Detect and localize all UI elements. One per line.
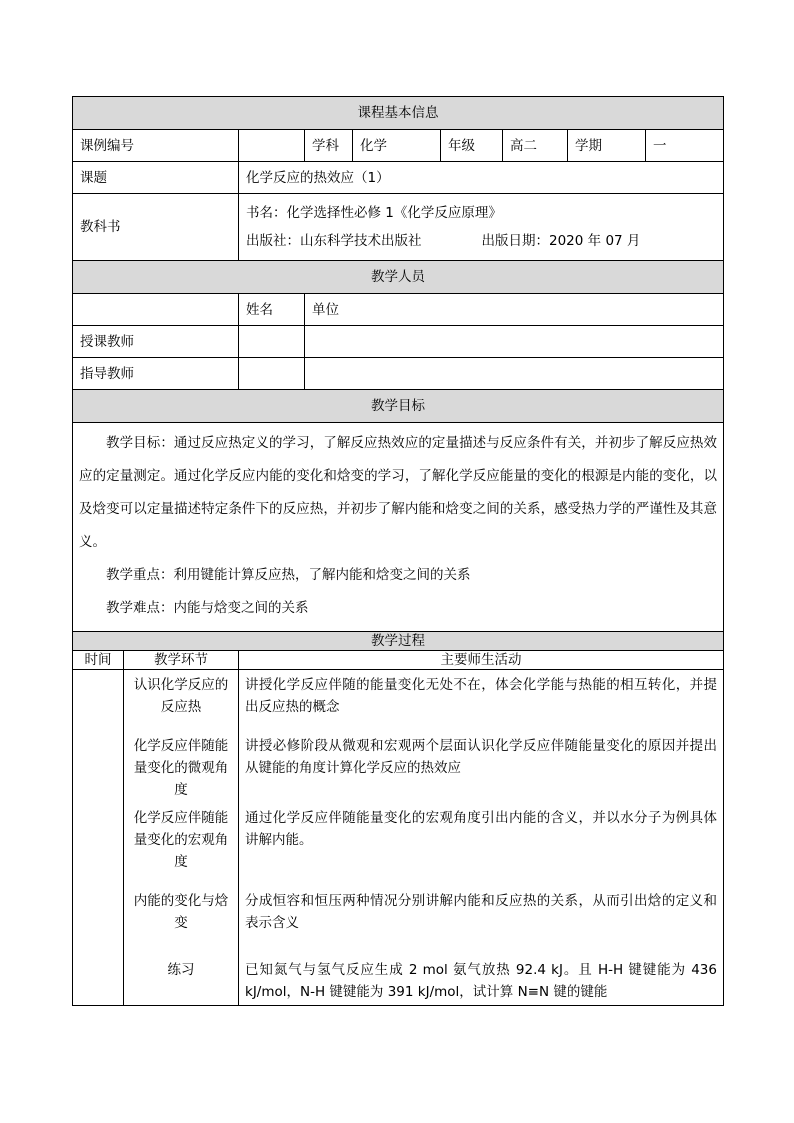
- staff-name: [239, 358, 305, 390]
- semester-value: 一: [646, 130, 724, 162]
- process-activity: 讲授必修阶段从微观和宏观两个层面认识化学反应伴随能量变化的原因并提出从键能的角度计算化学反应的热效应: [239, 731, 724, 803]
- lesson-plan-document: [72, 96, 723, 1006]
- publisher: 出版社：山东科学技术出版社: [246, 233, 422, 249]
- process-step: 练习: [124, 955, 239, 1006]
- col-step-header: 教学环节: [124, 651, 239, 670]
- case-number-label: 课例编号: [73, 130, 239, 162]
- process-row: [73, 955, 724, 1006]
- objectives-key-point: 教学重点：利用键能计算反应热，了解内能和焓变之间的关系: [106, 567, 471, 583]
- col-time-header: 时间: [73, 651, 124, 670]
- staff-row: [73, 358, 724, 390]
- staff-row: [73, 326, 724, 358]
- basic-info-table: [72, 96, 724, 632]
- case-number-value: [239, 130, 305, 162]
- process-step: 认识化学反应的反应热: [124, 670, 239, 732]
- staff-role-col: [73, 294, 239, 326]
- process-activity: 已知氮气与氢气反应生成 2 mol 氨气放热 92.4 kJ。且 H-H 键键能为 436 kJ/mol，N-H 键键能为 391 kJ/mol，试计算 N≡N 键的键能: [239, 955, 724, 1006]
- objectives-difficulty: 教学难点：内能与焓变之间的关系: [106, 600, 309, 616]
- objectives-body: [73, 423, 724, 632]
- process-step: 化学反应伴随能量变化的宏观角度: [124, 803, 239, 886]
- topic-label: 课题: [73, 162, 239, 194]
- process-table: [72, 631, 724, 1006]
- textbook-info: [239, 194, 724, 261]
- pub-date: 出版日期：2020 年 07 月: [481, 233, 641, 249]
- col-activity-header: 主要师生活动: [239, 651, 724, 670]
- time-cell: [73, 670, 124, 1006]
- process-step: 化学反应伴随能量变化的微观角度: [124, 731, 239, 803]
- process-row: [73, 803, 724, 886]
- topic-value: 化学反应的热效应（1）: [239, 162, 724, 194]
- textbook-label: 教科书: [73, 194, 239, 261]
- process-step: 内能的变化与焓变: [124, 886, 239, 955]
- objectives-goal: 教学目标：通过反应热定义的学习，了解反应热效应的定量描述与反应条件有关，并初步了解反应热效应的定量测定。通过化学反应内能的变化和焓变的学习，了解化学反应能量的变化的根源是内能的变化，以及焓变可以定量描述特定条件下的反应热，并初步了解内能和焓变之间的关系，感受热力学的严谨性及其意义。: [79, 435, 717, 550]
- staff-unit: [305, 326, 724, 358]
- process-activity: 通过化学反应伴随能量变化的宏观角度引出内能的含义，并以水分子为例具体讲解内能。: [239, 803, 724, 886]
- process-row: [73, 670, 724, 732]
- process-activity: 讲授化学反应伴随的能量变化无处不在，体会化学能与热能的相互转化，并提出反应热的概念: [239, 670, 724, 732]
- grade-label: 年级: [441, 130, 503, 162]
- grade-value: 高二: [503, 130, 568, 162]
- process-row: [73, 731, 724, 803]
- semester-label: 学期: [568, 130, 646, 162]
- book-name: 书名：化学选择性必修 1《化学反应原理》: [246, 205, 502, 221]
- process-header: 教学过程: [73, 632, 724, 651]
- process-row: [73, 886, 724, 955]
- staff-unit: [305, 358, 724, 390]
- staff-name: [239, 326, 305, 358]
- basic-info-header: 课程基本信息: [73, 97, 724, 130]
- process-activity: 分成恒容和恒压两种情况分别讲解内能和反应热的关系，从而引出焓的定义和表示含义: [239, 886, 724, 955]
- publisher-line: [246, 227, 716, 255]
- subject-value: 化学: [353, 130, 441, 162]
- staff-unit-col: 单位: [305, 294, 724, 326]
- staff-role: 指导教师: [73, 358, 239, 390]
- staff-name-col: 姓名: [239, 294, 305, 326]
- staff-header: 教学人员: [73, 261, 724, 294]
- subject-label: 学科: [305, 130, 353, 162]
- staff-role: 授课教师: [73, 326, 239, 358]
- objectives-header: 教学目标: [73, 390, 724, 423]
